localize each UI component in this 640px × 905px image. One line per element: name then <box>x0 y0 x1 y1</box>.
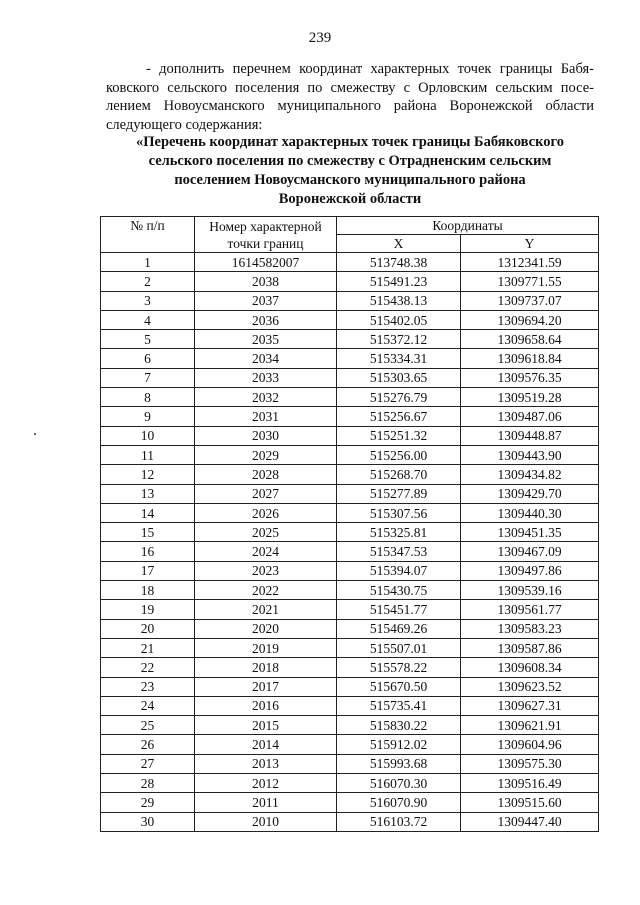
cell-point: 2020 <box>195 619 337 638</box>
table-row <box>101 330 599 349</box>
cell-point: 2033 <box>195 368 337 387</box>
cell-y: 1309515.60 <box>461 793 599 812</box>
cell-num: 20 <box>101 619 195 638</box>
cell-y: 1309694.20 <box>461 310 599 329</box>
intro-line: - дополнить перечнем координат характерных точек границы Бабя- <box>146 61 594 77</box>
cell-y: 1309443.90 <box>461 445 599 464</box>
cell-point: 2024 <box>195 542 337 561</box>
cell-x: 515256.67 <box>337 407 461 426</box>
cell-num: 14 <box>101 503 195 522</box>
header-y: Y <box>461 235 599 253</box>
cell-y: 1309604.96 <box>461 735 599 754</box>
cell-x: 515251.32 <box>337 426 461 445</box>
cell-y: 1309467.09 <box>461 542 599 561</box>
header-coords: Координаты <box>337 217 599 235</box>
cell-y: 1309575.30 <box>461 754 599 773</box>
cell-point: 2038 <box>195 272 337 291</box>
table-row <box>101 272 599 291</box>
cell-x: 515307.56 <box>337 503 461 522</box>
table-row <box>101 253 599 272</box>
header-point: Номер характерной точки границ <box>195 217 337 253</box>
cell-x: 515451.77 <box>337 600 461 619</box>
cell-num: 7 <box>101 368 195 387</box>
cell-num: 23 <box>101 677 195 696</box>
cell-point: 2011 <box>195 793 337 812</box>
cell-point: 2031 <box>195 407 337 426</box>
cell-point: 2017 <box>195 677 337 696</box>
cell-num: 1 <box>101 253 195 272</box>
cell-y: 1309587.86 <box>461 638 599 657</box>
cell-x: 515402.05 <box>337 310 461 329</box>
table-row <box>101 484 599 503</box>
cell-x: 515578.22 <box>337 658 461 677</box>
cell-num: 26 <box>101 735 195 754</box>
cell-x: 515394.07 <box>337 561 461 580</box>
cell-y: 1309618.84 <box>461 349 599 368</box>
cell-point: 2015 <box>195 716 337 735</box>
cell-num: 21 <box>101 638 195 657</box>
cell-point: 2012 <box>195 774 337 793</box>
cell-point: 2036 <box>195 310 337 329</box>
cell-x: 515491.23 <box>337 272 461 291</box>
cell-point: 2010 <box>195 812 337 831</box>
cell-point: 2027 <box>195 484 337 503</box>
table-row <box>101 503 599 522</box>
table-row <box>101 542 599 561</box>
intro-line: ковского сельского поселения по смежеству с Орловским сельским посе- <box>106 79 594 96</box>
cell-num: 29 <box>101 793 195 812</box>
cell-y: 1309497.86 <box>461 561 599 580</box>
heading-line: сельского поселения по смежеству с Отрадненским сельским <box>148 153 552 169</box>
cell-y: 1309434.82 <box>461 465 599 484</box>
table-row <box>101 658 599 677</box>
cell-num: 9 <box>101 407 195 426</box>
page-number: 239 <box>308 30 332 46</box>
cell-num: 3 <box>101 291 195 310</box>
table-row <box>101 619 599 638</box>
cell-point: 2016 <box>195 696 337 715</box>
cell-x: 515347.53 <box>337 542 461 561</box>
cell-x: 515303.65 <box>337 368 461 387</box>
cell-x: 515912.02 <box>337 735 461 754</box>
table-row <box>101 716 599 735</box>
cell-num: 27 <box>101 754 195 773</box>
cell-x: 515372.12 <box>337 330 461 349</box>
list-heading <box>106 133 594 209</box>
heading-line: поселением Новоусманского муниципального района <box>174 172 526 188</box>
table-row <box>101 735 599 754</box>
table-row <box>101 793 599 812</box>
coordinates-table <box>100 216 599 832</box>
table-body <box>101 253 599 832</box>
intro-line: следующего содержания: <box>106 116 263 133</box>
cell-x: 515670.50 <box>337 677 461 696</box>
cell-num: 22 <box>101 658 195 677</box>
cell-num: 19 <box>101 600 195 619</box>
cell-x: 516070.30 <box>337 774 461 793</box>
cell-y: 1309621.91 <box>461 716 599 735</box>
table-row <box>101 310 599 329</box>
cell-point: 2023 <box>195 561 337 580</box>
cell-y: 1309623.52 <box>461 677 599 696</box>
cell-y: 1309576.35 <box>461 368 599 387</box>
table-row <box>101 638 599 657</box>
table-row <box>101 523 599 542</box>
cell-point: 2028 <box>195 465 337 484</box>
header-num: № п/п <box>101 217 195 253</box>
cell-x: 515993.68 <box>337 754 461 773</box>
cell-point: 2032 <box>195 388 337 407</box>
cell-num: 11 <box>101 445 195 464</box>
cell-x: 515277.89 <box>337 484 461 503</box>
cell-y: 1309440.30 <box>461 503 599 522</box>
cell-x: 515256.00 <box>337 445 461 464</box>
cell-x: 516103.72 <box>337 812 461 831</box>
cell-y: 1309737.07 <box>461 291 599 310</box>
cell-num: 28 <box>101 774 195 793</box>
cell-point: 2025 <box>195 523 337 542</box>
cell-point: 2029 <box>195 445 337 464</box>
cell-x: 515438.13 <box>337 291 461 310</box>
table-row <box>101 600 599 619</box>
cell-x: 516070.90 <box>337 793 461 812</box>
cell-y: 1309451.35 <box>461 523 599 542</box>
table-row <box>101 291 599 310</box>
cell-y: 1309539.16 <box>461 581 599 600</box>
cell-x: 515735.41 <box>337 696 461 715</box>
cell-y: 1309658.64 <box>461 330 599 349</box>
cell-point: 2035 <box>195 330 337 349</box>
cell-x: 515469.26 <box>337 619 461 638</box>
table-row <box>101 349 599 368</box>
cell-num: 18 <box>101 581 195 600</box>
cell-x: 515276.79 <box>337 388 461 407</box>
cell-y: 1309487.06 <box>461 407 599 426</box>
cell-point: 2018 <box>195 658 337 677</box>
table-row <box>101 581 599 600</box>
cell-point: 2021 <box>195 600 337 619</box>
cell-y: 1312341.59 <box>461 253 599 272</box>
cell-num: 17 <box>101 561 195 580</box>
cell-x: 515830.22 <box>337 716 461 735</box>
cell-num: 10 <box>101 426 195 445</box>
cell-num: 12 <box>101 465 195 484</box>
heading-line: «Перечень координат характерных точек границы Бабяковского <box>136 134 564 150</box>
cell-y: 1309608.34 <box>461 658 599 677</box>
cell-y: 1309516.49 <box>461 774 599 793</box>
cell-num: 5 <box>101 330 195 349</box>
cell-point: 2014 <box>195 735 337 754</box>
table-row <box>101 754 599 773</box>
cell-y: 1309429.70 <box>461 484 599 503</box>
cell-y: 1309561.77 <box>461 600 599 619</box>
cell-x: 515325.81 <box>337 523 461 542</box>
intro-line: лением Новоусманского муниципального района Воронежской области <box>106 98 594 114</box>
cell-x: 515268.70 <box>337 465 461 484</box>
cell-point: 2019 <box>195 638 337 657</box>
cell-point: 2034 <box>195 349 337 368</box>
table-row <box>101 445 599 464</box>
cell-point: 2026 <box>195 503 337 522</box>
cell-num: 15 <box>101 523 195 542</box>
cell-y: 1309447.40 <box>461 812 599 831</box>
table-row <box>101 696 599 715</box>
cell-x: 513748.38 <box>337 253 461 272</box>
cell-point: 2037 <box>195 291 337 310</box>
heading-line: Воронежской области <box>278 191 422 207</box>
table-row <box>101 465 599 484</box>
table-row <box>101 426 599 445</box>
scan-speck <box>34 433 36 435</box>
cell-num: 4 <box>101 310 195 329</box>
cell-x: 515430.75 <box>337 581 461 600</box>
cell-num: 25 <box>101 716 195 735</box>
cell-point: 2022 <box>195 581 337 600</box>
table-row <box>101 407 599 426</box>
table-row <box>101 774 599 793</box>
cell-point: 2013 <box>195 754 337 773</box>
table-row <box>101 368 599 387</box>
cell-y: 1309627.31 <box>461 696 599 715</box>
cell-point: 2030 <box>195 426 337 445</box>
cell-num: 2 <box>101 272 195 291</box>
cell-y: 1309519.28 <box>461 388 599 407</box>
intro-paragraph <box>106 60 594 134</box>
cell-num: 13 <box>101 484 195 503</box>
cell-point: 1614582007 <box>195 253 337 272</box>
table-row <box>101 812 599 831</box>
table-row <box>101 561 599 580</box>
cell-num: 6 <box>101 349 195 368</box>
header-x: X <box>337 235 461 253</box>
cell-x: 515334.31 <box>337 349 461 368</box>
cell-y: 1309448.87 <box>461 426 599 445</box>
cell-num: 30 <box>101 812 195 831</box>
cell-y: 1309583.23 <box>461 619 599 638</box>
table-row <box>101 677 599 696</box>
cell-num: 8 <box>101 388 195 407</box>
cell-num: 24 <box>101 696 195 715</box>
table-row <box>101 388 599 407</box>
cell-x: 515507.01 <box>337 638 461 657</box>
cell-num: 16 <box>101 542 195 561</box>
cell-y: 1309771.55 <box>461 272 599 291</box>
